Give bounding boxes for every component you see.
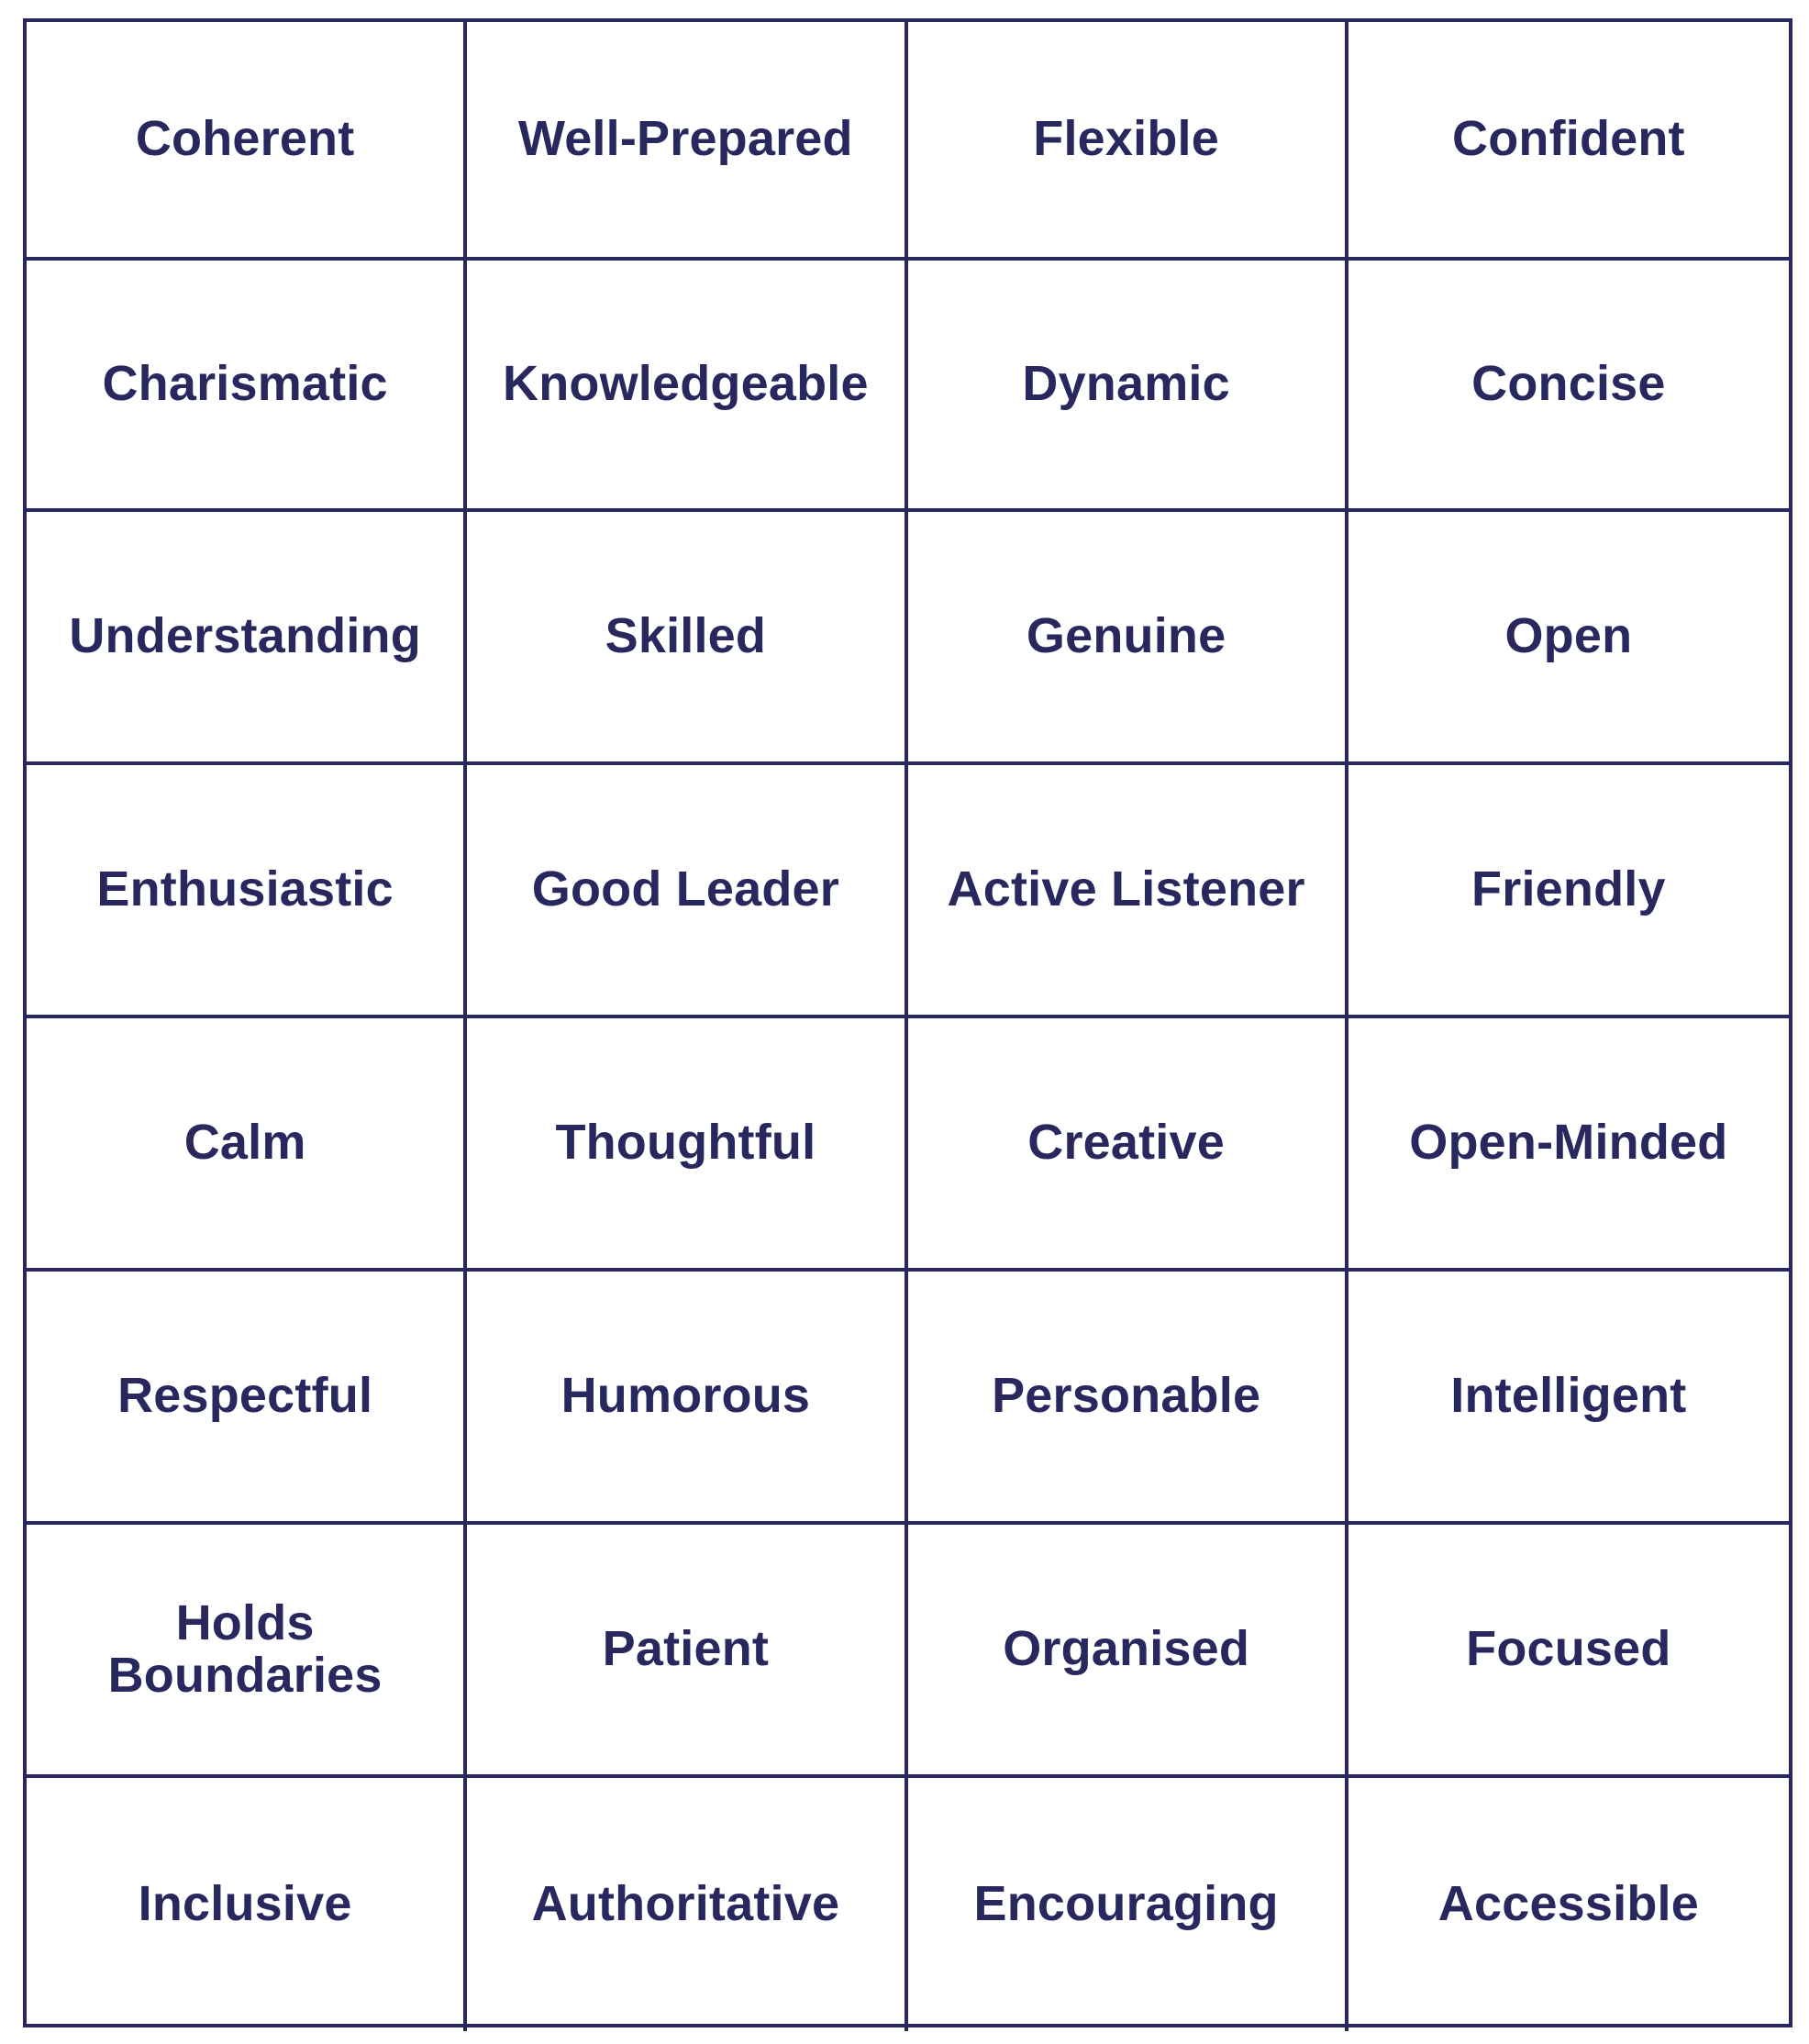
cell-label: Understanding bbox=[69, 608, 421, 664]
grid-cell bbox=[27, 22, 467, 261]
grid-cell bbox=[1348, 1525, 1789, 1778]
grid-cell bbox=[27, 765, 467, 1018]
grid-cell bbox=[908, 22, 1348, 261]
trait-grid bbox=[23, 18, 1792, 2027]
cell-label: Patient bbox=[602, 1621, 770, 1677]
cell-label: Respectful bbox=[117, 1368, 373, 1424]
grid-cell bbox=[908, 1018, 1348, 1272]
grid-cell bbox=[27, 1778, 467, 2031]
cell-label: Charismatic bbox=[102, 356, 388, 412]
grid-cell bbox=[1348, 1778, 1789, 2031]
grid-cell bbox=[467, 1778, 907, 2031]
grid-cell bbox=[467, 1525, 907, 1778]
grid-cell bbox=[1348, 1018, 1789, 1272]
cell-label: Humorous bbox=[560, 1368, 811, 1424]
cell-label: Coherent bbox=[135, 111, 355, 167]
cell-label: Personable bbox=[992, 1368, 1261, 1424]
grid-cell bbox=[467, 765, 907, 1018]
grid-cell bbox=[27, 1018, 467, 1272]
cell-label: Concise bbox=[1471, 356, 1666, 412]
cell-label: Enthusiastic bbox=[96, 861, 394, 917]
grid-cell bbox=[467, 22, 907, 261]
cell-label: Encouraging bbox=[973, 1876, 1279, 1932]
cell-label: Good Leader bbox=[531, 861, 839, 917]
grid-cell bbox=[908, 1272, 1348, 1525]
cell-label: Flexible bbox=[1033, 111, 1219, 167]
grid-cell bbox=[908, 1778, 1348, 2031]
cell-label: Well-Prepared bbox=[518, 111, 853, 167]
cell-label: Confident bbox=[1452, 111, 1685, 167]
grid-cell bbox=[1348, 261, 1789, 512]
cell-label: Authoritative bbox=[531, 1876, 840, 1932]
cell-label: Active Listener bbox=[947, 861, 1305, 917]
cell-label: Organised bbox=[1003, 1621, 1250, 1677]
cell-label: Genuine bbox=[1026, 608, 1226, 664]
cell-label: Knowledgeable bbox=[503, 356, 869, 412]
cell-label: Thoughtful bbox=[555, 1115, 816, 1171]
cell-label: Skilled bbox=[605, 608, 767, 664]
cell-label: Focused bbox=[1466, 1621, 1671, 1677]
cell-label: Accessible bbox=[1437, 1876, 1699, 1932]
grid-cell bbox=[908, 261, 1348, 512]
grid-cell bbox=[908, 512, 1348, 765]
cell-label: Open bbox=[1504, 608, 1633, 664]
grid-cell bbox=[908, 765, 1348, 1018]
cell-label: Friendly bbox=[1471, 861, 1666, 917]
grid-cell bbox=[1348, 1272, 1789, 1525]
cell-label: Calm bbox=[183, 1115, 306, 1171]
grid-cell bbox=[27, 512, 467, 765]
grid-cell bbox=[1348, 512, 1789, 765]
grid-cell bbox=[467, 261, 907, 512]
grid-cell bbox=[1348, 765, 1789, 1018]
grid-cell bbox=[27, 261, 467, 512]
cell-label: Intelligent bbox=[1450, 1368, 1687, 1424]
grid-cell bbox=[467, 512, 907, 765]
grid-cell bbox=[1348, 22, 1789, 261]
cell-label: Holds Boundaries bbox=[107, 1594, 383, 1703]
cell-label: Dynamic bbox=[1022, 356, 1230, 412]
grid-cell bbox=[908, 1525, 1348, 1778]
grid-cell bbox=[27, 1272, 467, 1525]
grid-cell bbox=[467, 1272, 907, 1525]
grid-cell bbox=[27, 1525, 467, 1778]
cell-label: Creative bbox=[1027, 1115, 1225, 1171]
cell-label: Open-Minded bbox=[1409, 1115, 1728, 1171]
grid-cell bbox=[467, 1018, 907, 1272]
cell-label: Inclusive bbox=[138, 1876, 352, 1932]
